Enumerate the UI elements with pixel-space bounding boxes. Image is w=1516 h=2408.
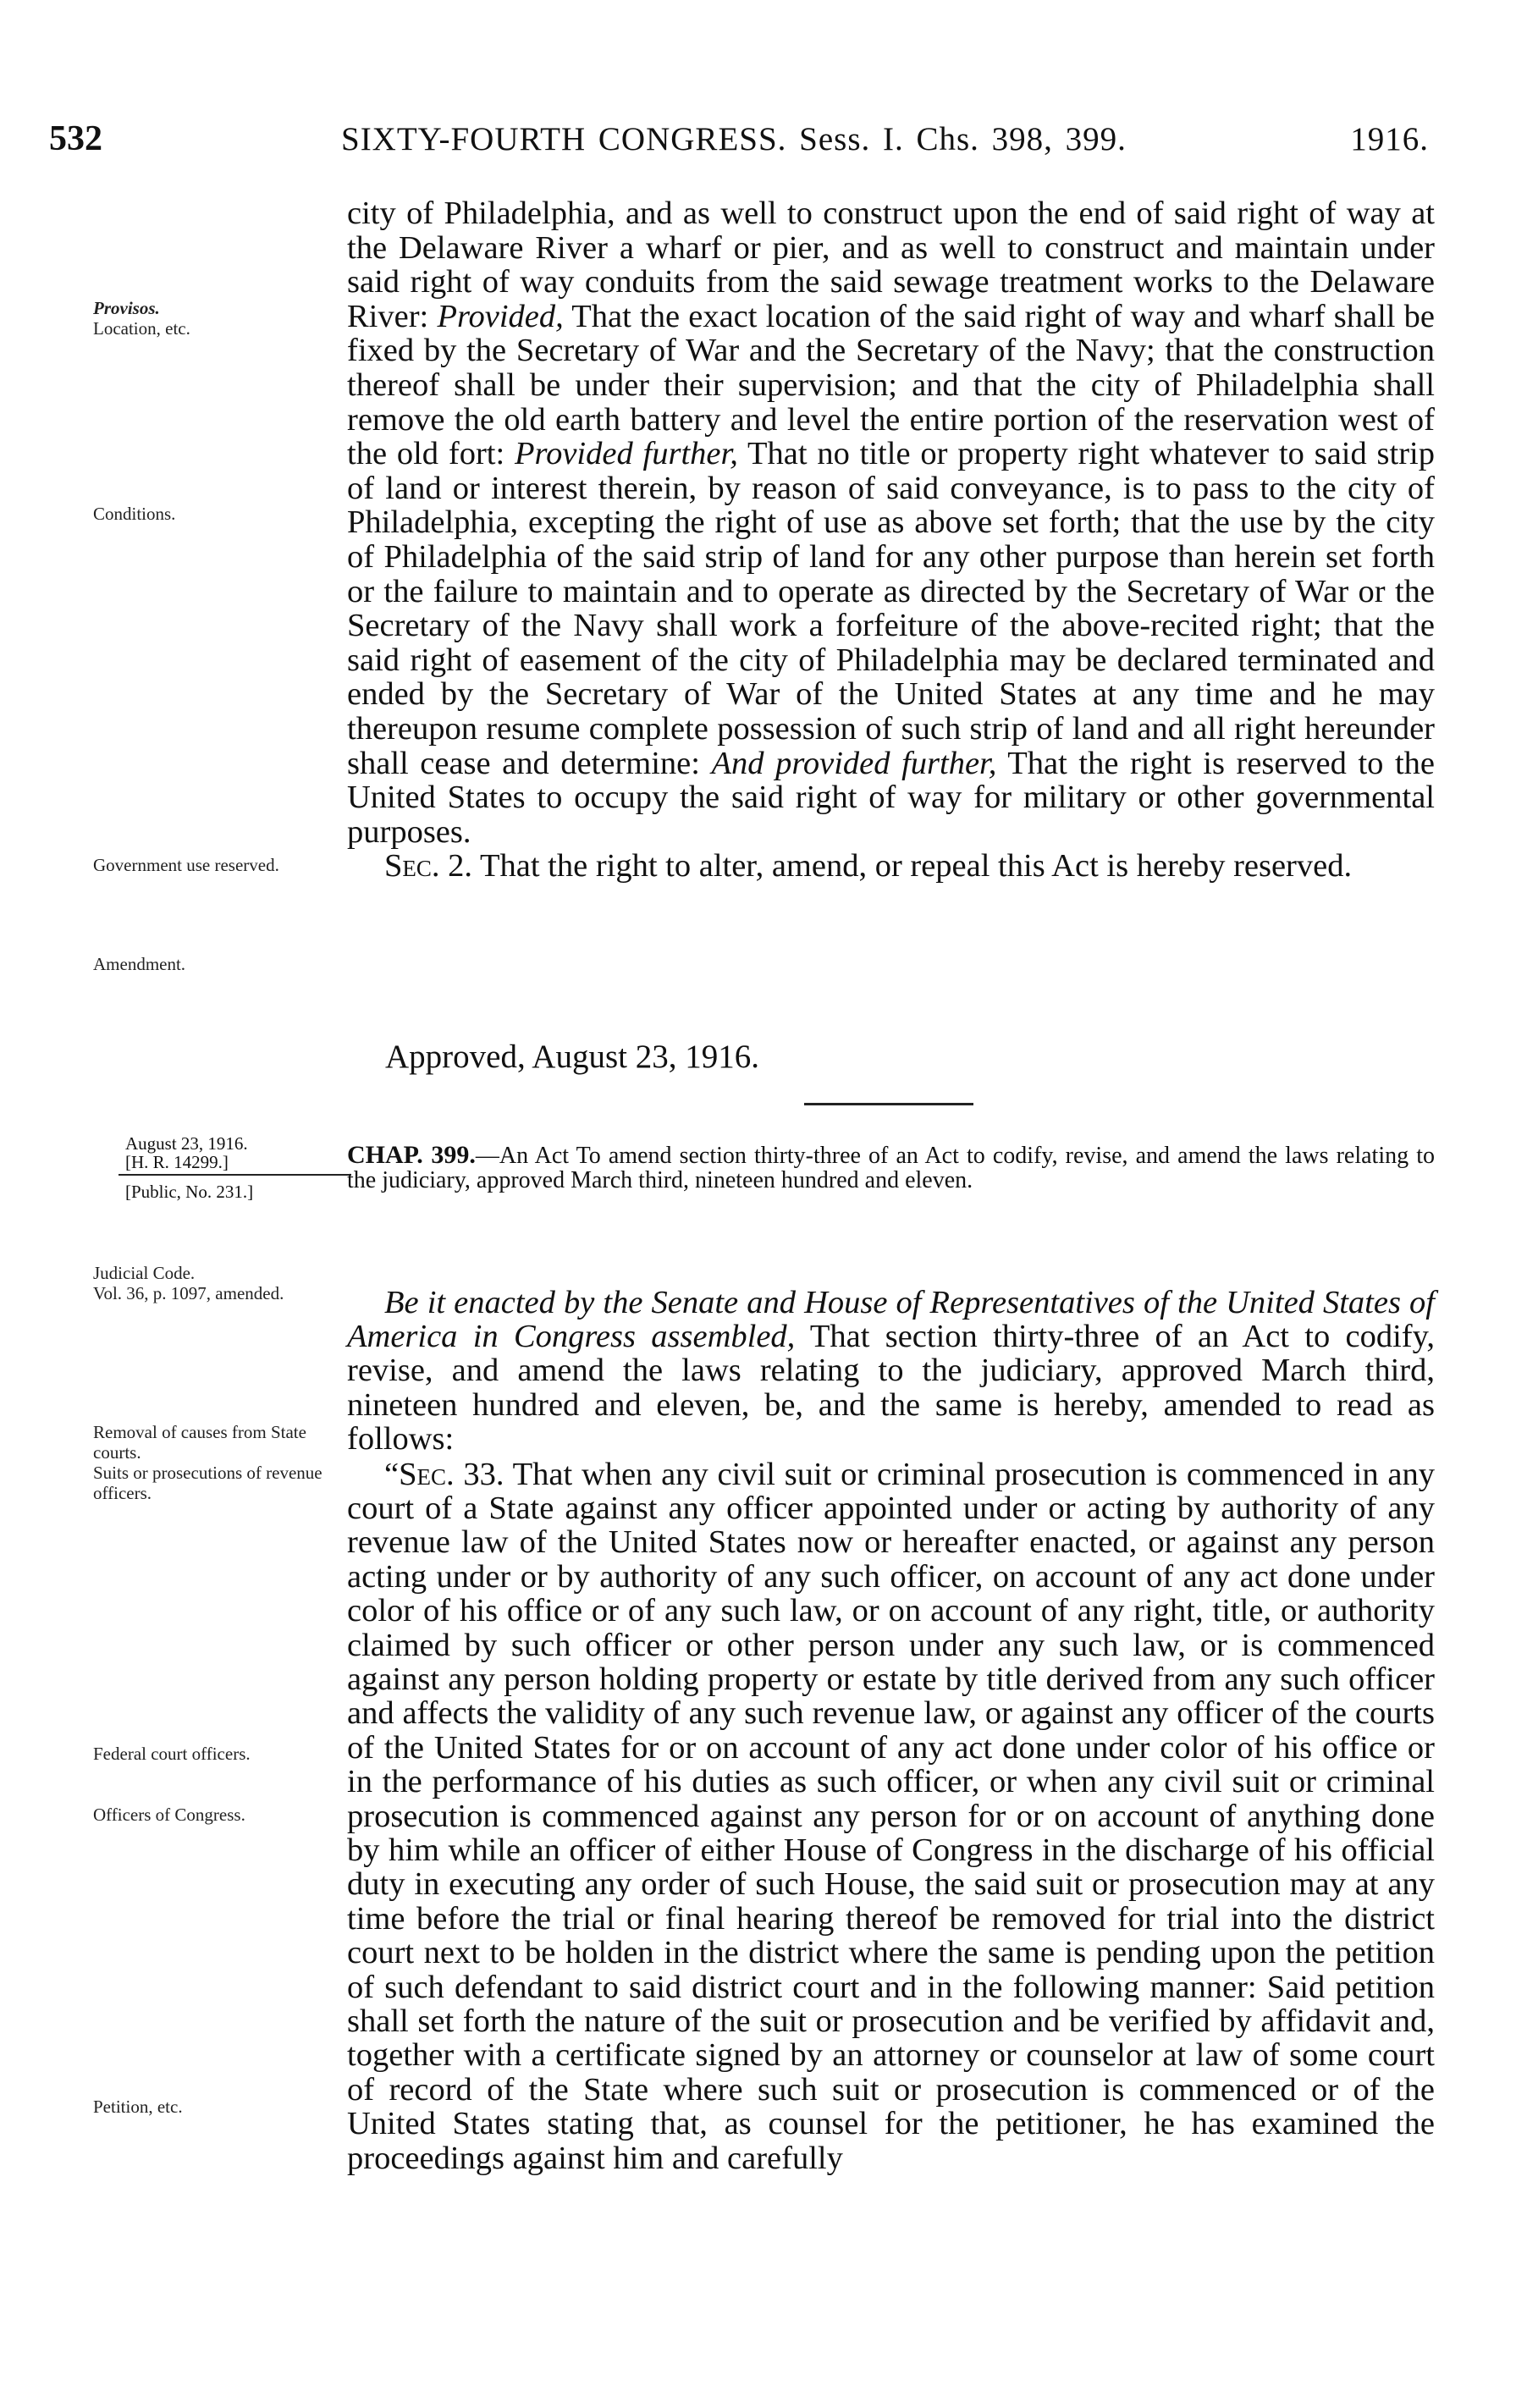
approval-line: Approved, August 23, 1916. [385,1039,759,1075]
margin-note-amendment: Amendment. [93,954,186,974]
margin-note-petition: Petition, etc. [93,2097,183,2117]
margin-note-judicial-code: Judicial Code. [93,1263,196,1283]
chapter-399-heading: CHAP. 399.—An Act To amend section thirty-three of an Act to codify, revise, and amend the laws relating to the judiciary, approved March third, nineteen hundred and eleven. [347,1141,1435,1193]
margin-note-vol-ref: Vol. 36, p. 1097, amended. [93,1283,284,1303]
margin-note-location: Location, etc. [93,318,190,339]
margin-note-public-law: [Public, No. 231.] [125,1182,254,1202]
margin-note-date: August 23, 1916. [125,1133,248,1154]
chapter-divider [804,1103,973,1105]
margin-note-suits: Suits or prosecutions of revenue officers. [93,1463,322,1503]
margin-note-removal: Removal of causes from State courts. [93,1422,306,1463]
margin-note-government-use: Government use reserved. [93,855,279,875]
enacting-clause: Be it enacted by the Senate and House of Representatives of the United States of America in Congress assembled, That section thirty-three of an Act to codify, revise, and amend the laws relating to the judiciary, approved March third, nineteen hundred and eleven, be, and the same is hereby, amended to read as follows: [347,1284,1435,1457]
margin-divider [119,1174,351,1176]
margin-note-provisos: Provisos. [93,298,160,318]
chapter-398-paragraph: city of Philadelphia, and as well to construct upon the end of said right of way at the Delaware River a wharf or pier, and as well to construct and maintain under said right of way conduits from the said sewage treatment works to the Delaware River: Provided, That the exact location of the said right of way and wharf shall be fixed by the Secretary of War and the Secretary of the Navy; that the construction thereof shall be under their supervision; and that the city of Philadelphia shall remove the old earth battery and level the entire portion of the reservation west of the old fort: Provided further, That no title or property right whatever to said strip of land or interest therein, by reason of said conveyance, is to pass to the city of Philadelphia, excepting the right of use as above set forth; that the use by the city of Philadelphia of the said strip of land for any other purpose than herein set forth or the failure to maintain and to operate as directed by the Secretary of War or the Secretary of the Navy shall work a forfeiture of the above-recited right; that the said right of easement of the city of Philadelphia may be declared terminated and ended by the Secretary of War of the United States at any time and he may thereupon resume complete possession of such strip of land and all right hereunder shall cease and determine: And provided further, That the right is reserved to the United States to occupy the said right of way for military or other governmental purposes. [347,196,1436,850]
margin-note-officers-congress: Officers of Congress. [93,1805,245,1825]
running-head-year: 1916. [1350,121,1429,157]
running-head-title: SIXTY-FOURTH CONGRESS. Sess. I. Chs. 398, 399. [341,121,1127,157]
running-header [49,118,1429,169]
chapter-398-body [347,196,1435,884]
section-33-text: “Sec. 33. That when any civil suit or criminal prosecution is commenced in any court of a State against any officer appointed under or acting by authority of any revenue law of the United States now or hereafter enacted, or against any person acting under or by authority of any such officer, on account of any act done under color of his office or of any such law, or on account of any right, title, or authority claimed by such officer or other person under any such law, or is commenced against any person holding property or estate by title derived from any such officer and affects the validity of any such revenue law, or against any officer of the courts of the United States for or on account of any act done under color of his office or in the performance of his duties as such officer, or when any civil suit or criminal prosecution is commenced against any person for or on account of anything done by him while an officer of either House of Congress in the discharge of his official duty in executing any order of such House, the said suit or prosecution may at any time before the trial or final hearing thereof be removed for trial into the district court next to be holden in the district where the same is pending upon the petition of such defendant to said district court and in the following manner: Said petition shall set forth the nature of the suit or prosecution and be verified by affidavit and, together with a certificate signed by an attorney or counselor at law of some court of record of the State where such suit or prosecution is commenced or of the United States stating that, as counsel for the petitioner, he has examined the proceedings against him and carefully [347,1456,1435,2176]
margin-note-bill: [H. R. 14299.] [125,1152,229,1172]
section-2-paragraph: Sec. 2. That the right to alter, amend, or repeal this Act is hereby reserved. [384,848,1353,884]
page-number: 532 [49,119,102,158]
margin-note-federal-officers: Federal court officers. [93,1744,251,1764]
margin-note-conditions: Conditions. [93,504,176,524]
